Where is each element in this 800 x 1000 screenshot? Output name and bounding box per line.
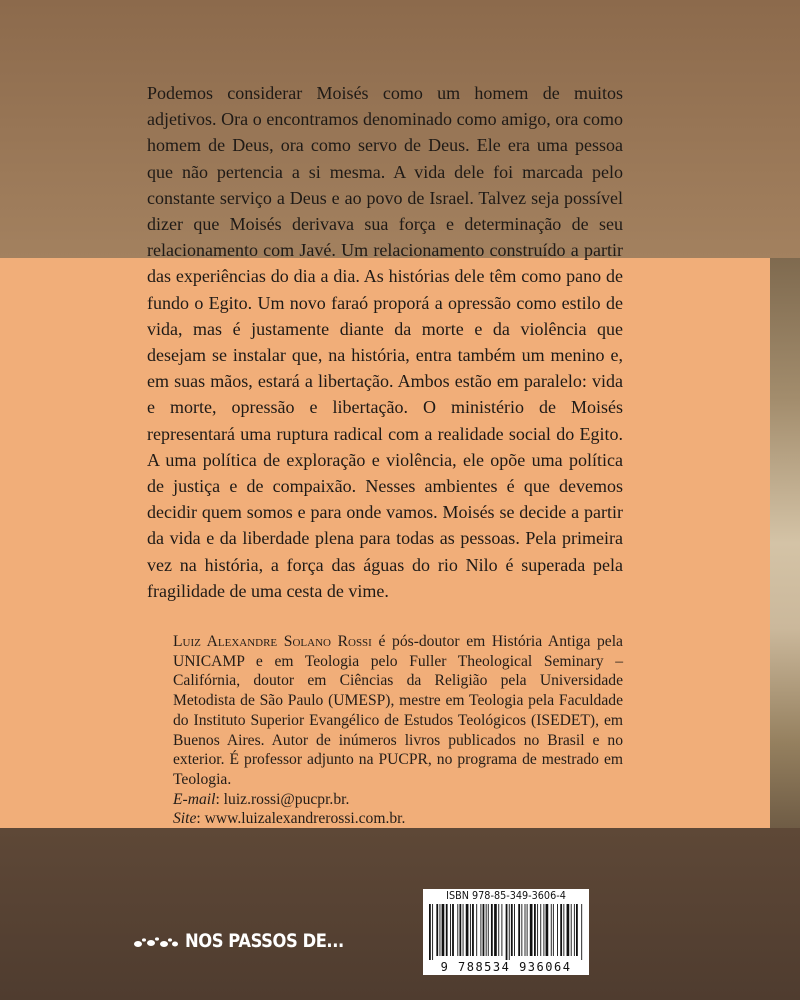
author-email: : luiz.rossi@pucpr.br. — [215, 790, 350, 808]
isbn-barcode-box — [423, 889, 589, 975]
footprints-icon — [133, 931, 179, 951]
series-logo — [133, 921, 370, 961]
author-bio-text: é pós-doutor em História Antiga pela UNICAMP e em Teologia pelo Fuller Theological Seminary – Califórnia, doutor em Ciências da Religião pela Universidade Metodista de São Paulo (UMESP), mestre em Teologia pela Faculdade do Instituto Superior Evangélico de Estudos Teológicos (ISEDET), em Buenos Aires. Autor de inúmeros livros publicados no Brasil e no exterior. É professor adjunto na PUCPR, no programa de mestrado em Teologia. — [173, 633, 623, 788]
synopsis-text: Podemos considerar Moisés como um homem de muitos adjetivos. Ora o encontramos denominado como amigo, ora como homem de Deus, ora como servo de Deus. Ele era uma pessoa que não pertencia a si mesma. A vida dele foi marcada pelo constante serviço a Deus e ao povo de Israel. Talvez seja possível dizer que Moisés derivava sua força e determinação de seu relacionamento com Javé. Um relacionamento construído a partir das experiências do dia a dia. As histórias dele têm como pano de fundo o Egito. Um novo faraó proporá a opressão como estilo de vida, mas é justamente diante da morte e da violência que desejam se instalar que, na história, entra também um menino e, em suas mãos, estará a libertação. Ambos estão em paralelo: vida e morte, opressão e libertação. O ministério de Moisés representará uma ruptura radical com a realidade social do Egito. A uma política de exploração e violência, ele opõe uma política de justiça e de compaixão. Nesses ambientes é que devemos decidir quem somos e para onde vamos. Moisés se decide a partir da vida e da liberdade plena para todas as pessoas. Pela primeira vez na história, a força das águas do rio Nilo é superada pela fragilidade de uma cesta de vime. — [147, 83, 623, 601]
author-name: Luiz Alexandre Solano Rossi — [173, 633, 372, 650]
series-logo-text: NOS PASSOS DE... — [185, 930, 344, 952]
bottom-color-band — [0, 828, 800, 1000]
isbn-digits: 9 788534 936064 — [440, 960, 572, 974]
site-label: Site — [173, 810, 197, 828]
author-email-line — [173, 790, 623, 810]
author-site-line — [173, 809, 623, 829]
cover-art-edge — [770, 258, 800, 828]
email-label: E-mail — [173, 790, 216, 808]
author-bio — [173, 632, 623, 829]
author-site: : www.luizalexandrerossi.com.br. — [196, 810, 406, 828]
isbn-label: ISBN 978-85-349-3606-4 — [446, 890, 566, 902]
barcode-icon — [427, 904, 585, 960]
